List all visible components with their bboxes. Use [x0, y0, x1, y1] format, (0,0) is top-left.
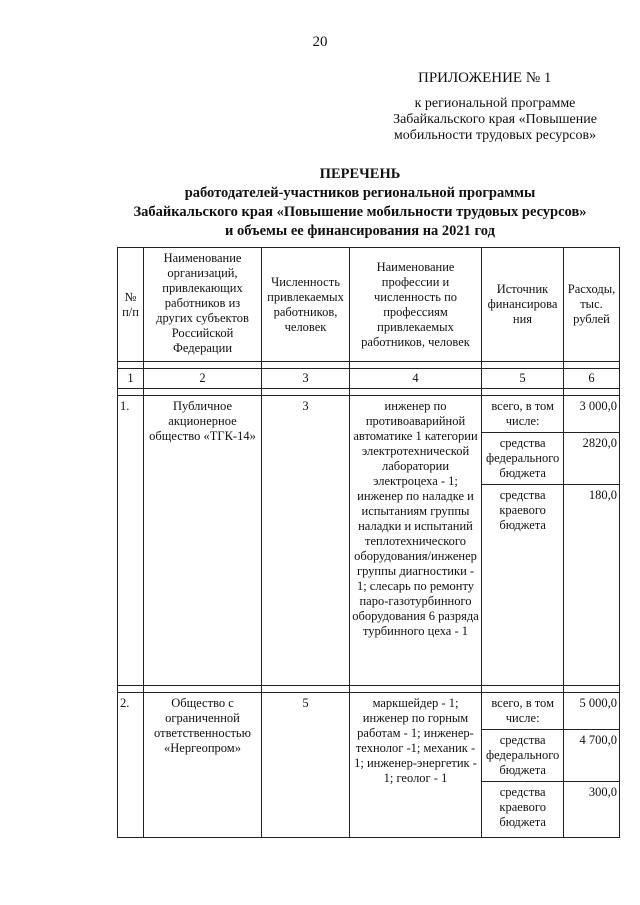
page-number: 20 — [312, 34, 328, 50]
appendix-line-1: к региональной программе — [414, 96, 576, 111]
header-source: Источник финансирова ния — [482, 248, 564, 362]
title-line-4: и объемы ее финансирования на 2021 год — [225, 223, 495, 239]
fin-amount: 180,0 — [564, 485, 619, 685]
column-number-row — [118, 369, 620, 389]
appendix-title: ПРИЛОЖЕНИЕ № 1 — [418, 70, 552, 86]
header-professions: Наименование профессии и численность по профессиям привлекаемых работников, человек — [350, 248, 482, 362]
header-expenses: Расходы, тыс. рублей — [564, 248, 620, 362]
document-title — [0, 165, 640, 241]
employers-table — [117, 247, 620, 838]
row-org: Публичное акционерное общество «ТГК-14» — [144, 396, 262, 686]
row-num: 1. — [118, 396, 144, 686]
col-number: 6 — [564, 369, 620, 389]
fin-amount: 5 000,0 — [579, 695, 617, 710]
appendix-line-3: мобильности трудовых ресурсов» — [393, 128, 597, 143]
fin-row-federal — [482, 433, 619, 485]
fin-source: всего, в том числе: — [482, 693, 564, 730]
header-count: Численность привлекаемых работников, человек — [262, 248, 350, 362]
fin-source: средства федерального бюджета — [482, 433, 564, 485]
fin-source: средства краевого бюджета — [482, 781, 564, 837]
col-number: 4 — [350, 369, 482, 389]
header-org: Наименование организаций, привлекающих работников из других субъектов Российской Федерации — [144, 248, 262, 362]
fin-source: всего, в том числе: — [482, 396, 564, 433]
appendix-line-2: Забайкальского края «Повышение — [393, 112, 597, 127]
fin-amount: 300,0 — [564, 781, 619, 837]
fin-amount: 3 000,0 — [579, 399, 617, 413]
row-count: 3 — [262, 396, 350, 686]
col-number: 1 — [118, 369, 144, 389]
col-number: 2 — [144, 369, 262, 389]
fin-amount: 4 700,0 — [564, 729, 619, 781]
title-line-2: работодателей-участников региональной программы — [184, 185, 536, 201]
row-num: 2. — [118, 692, 144, 838]
fin-row-regional — [482, 781, 619, 837]
row-professions: маркшейдер - 1; инженер по горным работам - 1; инженер-технолог -1; механик - 1; инженер-энергетик - 1; геолог - 1 — [350, 692, 482, 838]
row-financing — [482, 692, 620, 838]
row-financing — [482, 396, 620, 686]
table-header-row — [118, 248, 620, 362]
gap-row — [118, 685, 620, 692]
col-number: 3 — [262, 369, 350, 389]
row-count: 5 — [262, 692, 350, 838]
fin-amount: 2820,0 — [564, 433, 619, 485]
table-row — [118, 692, 620, 838]
fin-row-total — [482, 693, 619, 730]
row-org: Общество с ограниченной ответственностью «Нергеопром» — [144, 692, 262, 838]
appendix-subtitle — [380, 96, 610, 144]
header-num: № п/п — [118, 248, 144, 362]
title-line-1: ПЕРЕЧЕНЬ — [319, 166, 401, 182]
row-professions: инженер по противоаварийной автоматике 1 категории электротехнической лаборатории электроцеха - 1; инженер по наладке и испытаниям группы наладки и испытаний теплотехнического оборудования/инженер группы диагностики - 1; слесарь по ремонту паро-газотурбинного оборудования 6 разряда турбинного цеха - 1 — [350, 396, 482, 686]
fin-source: средства федерального бюджета — [482, 729, 564, 781]
title-line-3: Забайкальского края «Повышение мобильности трудовых ресурсов» — [133, 204, 587, 220]
fin-source: средства краевого бюджета — [482, 485, 564, 685]
table-row — [118, 396, 620, 686]
fin-row-regional — [482, 485, 619, 685]
gap-row — [118, 362, 620, 369]
gap-row — [118, 389, 620, 396]
fin-row-total — [482, 396, 619, 433]
col-number: 5 — [482, 369, 564, 389]
fin-row-federal — [482, 729, 619, 781]
